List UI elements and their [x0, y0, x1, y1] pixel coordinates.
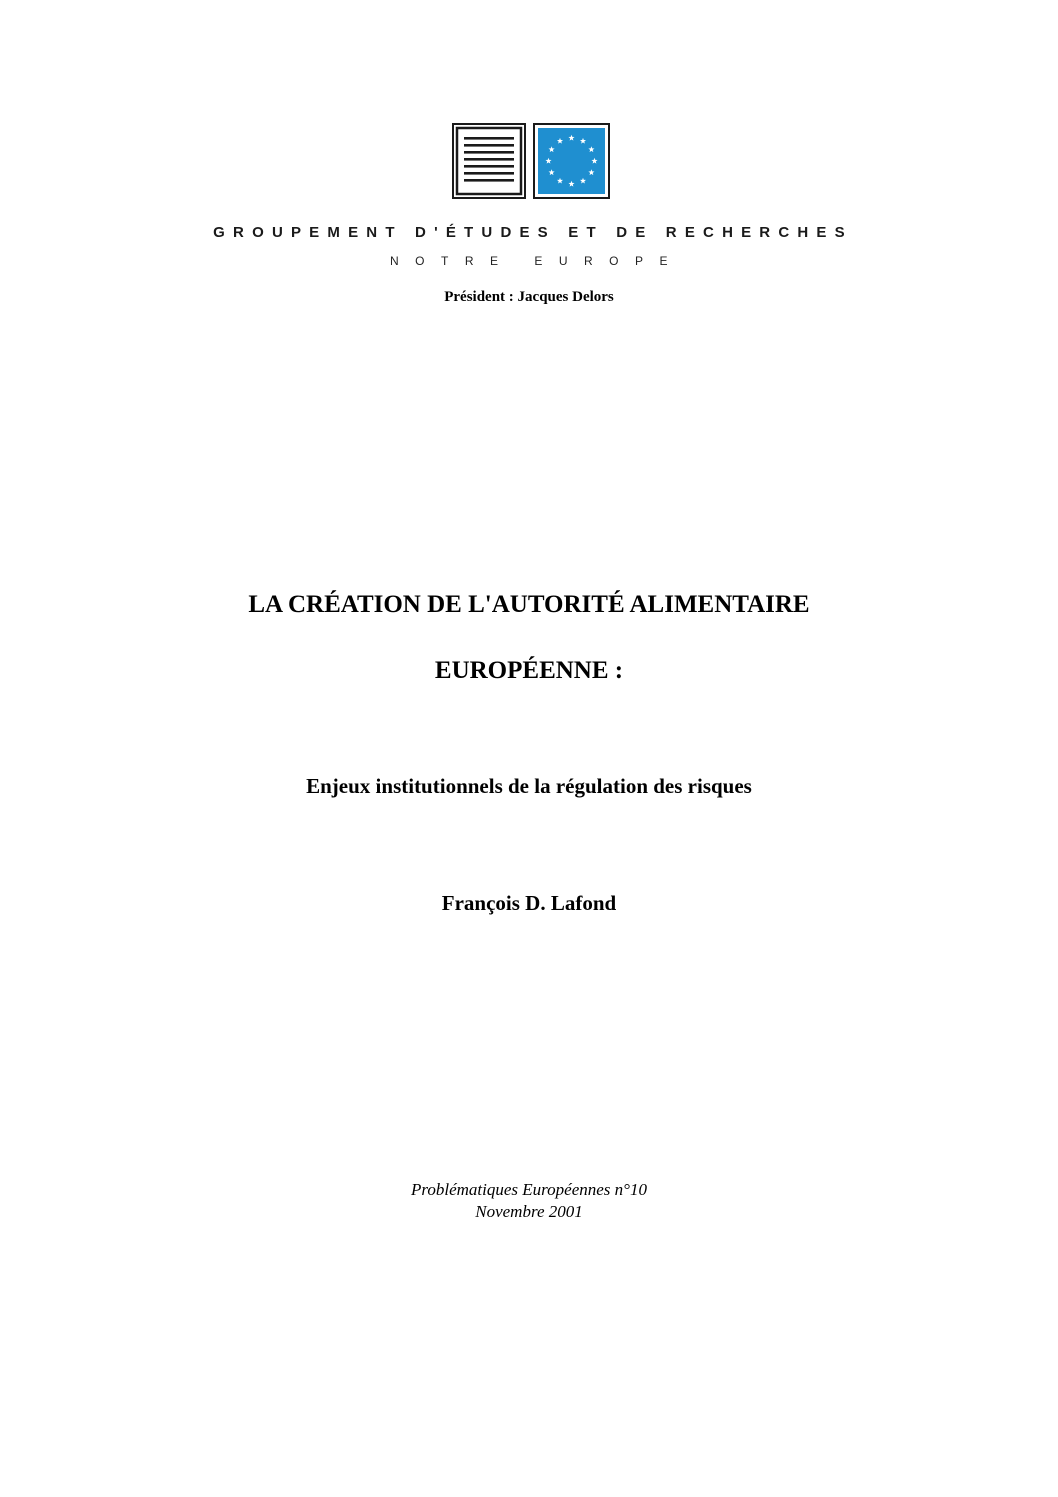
document-title-line-1: LA CRÉATION DE L'AUTORITÉ ALIMENTAIRE [248, 591, 810, 618]
notre-europe-logo [452, 123, 610, 199]
document-subtitle: Enjeux institutionnels de la régulation des risques [306, 774, 752, 798]
document-title-line-2: EUROPÉENNE : [434, 657, 624, 684]
organization-name: GROUPEMENT D'ÉTUDES ET DE RECHERCHES [213, 224, 853, 241]
organization-subtitle: NOTRE EUROPE [389, 254, 684, 268]
publication-date: Novembre 2001 [475, 1202, 583, 1221]
author-name: François D. Lafond [441, 891, 617, 915]
eu-flag-icon [534, 124, 609, 198]
president-line: Président : Jacques Delors [444, 289, 614, 305]
document-lines-icon [453, 124, 525, 198]
series-info [0, 1179, 1058, 1223]
series-name: Problématiques Européennes n°10 [411, 1180, 647, 1199]
